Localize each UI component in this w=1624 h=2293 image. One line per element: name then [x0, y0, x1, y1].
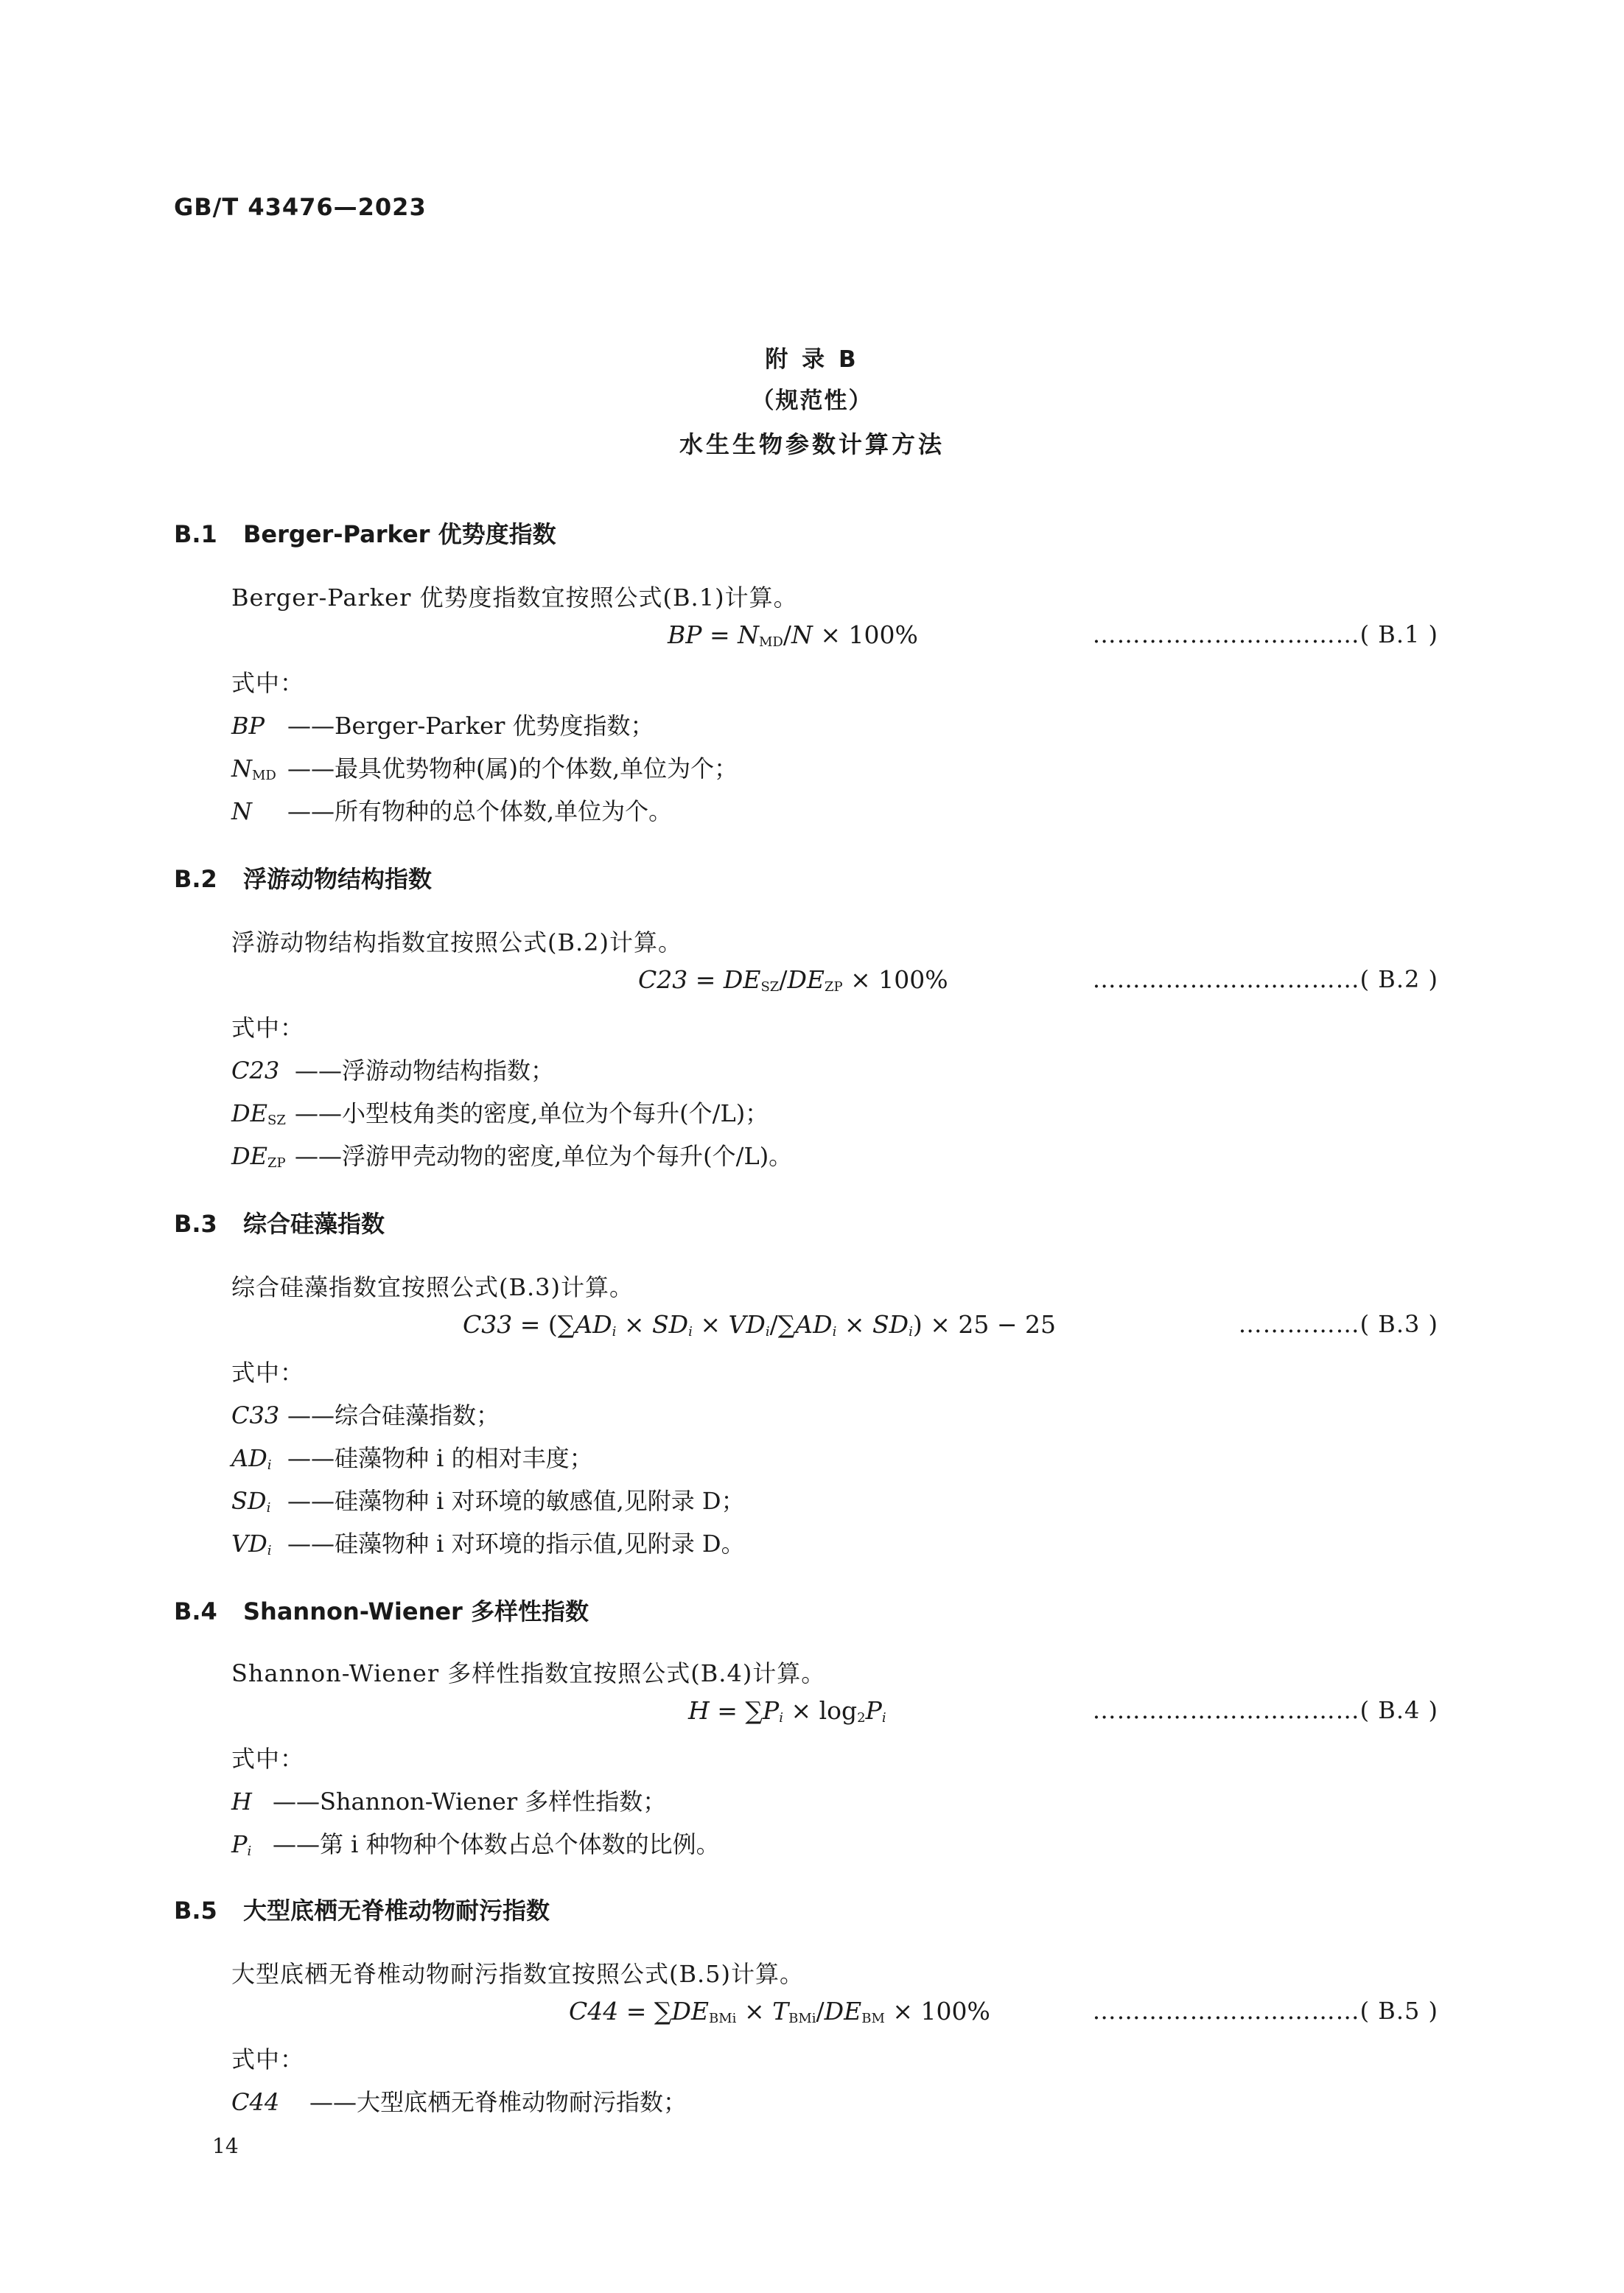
section-intro: Shannon-Wiener 多样性指数宜按照公式(B.4)计算。: [231, 1659, 826, 1687]
definition-row: C33 ——综合硅藻指数；: [231, 1401, 500, 1429]
equation-number: ……………………………( B.5 ): [1092, 1997, 1438, 2025]
definition-row: N ——所有物种的总个体数,单位为个。: [231, 797, 673, 825]
equation-number: ……………( B.3 ): [1238, 1310, 1438, 1338]
definition-row: $N_{MD}$ ——最具优势物种(属)的个体数,单位为个；: [231, 755, 738, 783]
section-intro: 浮游动物结构指数宜按照公式(B.2)计算。: [231, 928, 683, 956]
section-number: B.2: [174, 865, 217, 893]
definition-row: $VD_i$ ——硅藻物种 i 对环境的指示值,见附录 D。: [231, 1530, 745, 1558]
equation-number: ……………………………( B.2 ): [1092, 965, 1438, 993]
definition-row: $DE_{SZ}$ ——小型枝角类的密度,单位为个每升(个/L)；: [231, 1099, 769, 1128]
definition-row: $P_i$ ——第 i 种物种个体数占总个体数的比例。: [231, 1830, 720, 1859]
standard-number: GB/T 43476—2023: [174, 193, 427, 221]
formula-b1: BP = $N_{MD}/N \times 100\%$: [668, 620, 918, 650]
definition-row: C23 ——浮游动物结构指数；: [231, 1057, 555, 1085]
section-intro: Berger-Parker 优势度指数宜按照公式(B.1)计算。: [231, 584, 798, 612]
section-intro: 综合硅藻指数宜按照公式(B.3)计算。: [231, 1273, 634, 1301]
section-heading-b4: [174, 1593, 589, 1627]
section-number: B.5: [174, 1897, 217, 1925]
appendix-kind: （规范性）: [751, 388, 873, 414]
appendix-name: 水生生物参数计算方法: [679, 430, 945, 458]
section-heading-b3: [174, 1205, 385, 1239]
section-title: 大型底栖无脊椎动物耐污指数: [243, 1897, 550, 1925]
where-label: 式中：: [231, 2045, 305, 2073]
section-heading-b5: [174, 1892, 550, 1926]
section-title: 浮游动物结构指数: [243, 865, 433, 893]
definition-row: BP ——Berger-Parker 优势度指数；: [231, 712, 654, 740]
section-intro: 大型底栖无脊椎动物耐污指数宜按照公式(B.5)计算。: [231, 1960, 805, 1988]
formula-b4: $H = \sum P_i \times \log_2P_i$: [688, 1696, 886, 1726]
page-number: 14: [212, 2134, 239, 2158]
where-label: 式中：: [231, 1359, 305, 1387]
definition-row: H ——Shannon-Wiener 多样性指数；: [231, 1788, 667, 1816]
definition-row: $AD_i$ ——硅藻物种 i 的相对丰度；: [231, 1444, 593, 1473]
equation-number: ……………………………( B.1 ): [1092, 620, 1438, 648]
where-label: 式中：: [231, 669, 305, 697]
definition-row: $SD_i$ ——硅藻物种 i 对环境的敏感值,见附录 D；: [231, 1487, 745, 1516]
section-number: B.3: [174, 1210, 217, 1238]
section-heading-b2: [174, 861, 432, 895]
appendix-title: 附 录 B: [765, 346, 859, 373]
section-number: B.4: [174, 1597, 217, 1625]
definition-row: $DE_{ZP}$ ——浮游甲壳动物的密度,单位为个每升(个/L)。: [231, 1142, 793, 1171]
section-number: B.1: [174, 520, 217, 548]
equation-number: ……………………………( B.4 ): [1092, 1696, 1438, 1724]
formula-b2: $C23 = DE_{SZ}/DE_{ZP} \times 100\%$: [638, 965, 948, 995]
section-title: 综合硅藻指数: [243, 1210, 385, 1238]
formula-b3: $C33 = (\sum AD_i \times SD_i \times VD_i/\sum AD_i \times SD_i) \times 25 - 25$: [463, 1310, 1057, 1340]
section-title: Shannon-Wiener 多样性指数: [243, 1597, 589, 1625]
where-label: 式中：: [231, 1745, 305, 1773]
formula-b5: $C44 = \sum DE_{BMi} \times T_{BMi}/DE_{BM} \times 100\%$: [569, 1997, 990, 2026]
section-heading-b1: [174, 516, 556, 550]
section-title: Berger-Parker 优势度指数: [243, 520, 556, 548]
where-label: 式中：: [231, 1014, 305, 1042]
definition-row: C44 ——大型底栖无脊椎动物耐污指数；: [231, 2088, 687, 2116]
